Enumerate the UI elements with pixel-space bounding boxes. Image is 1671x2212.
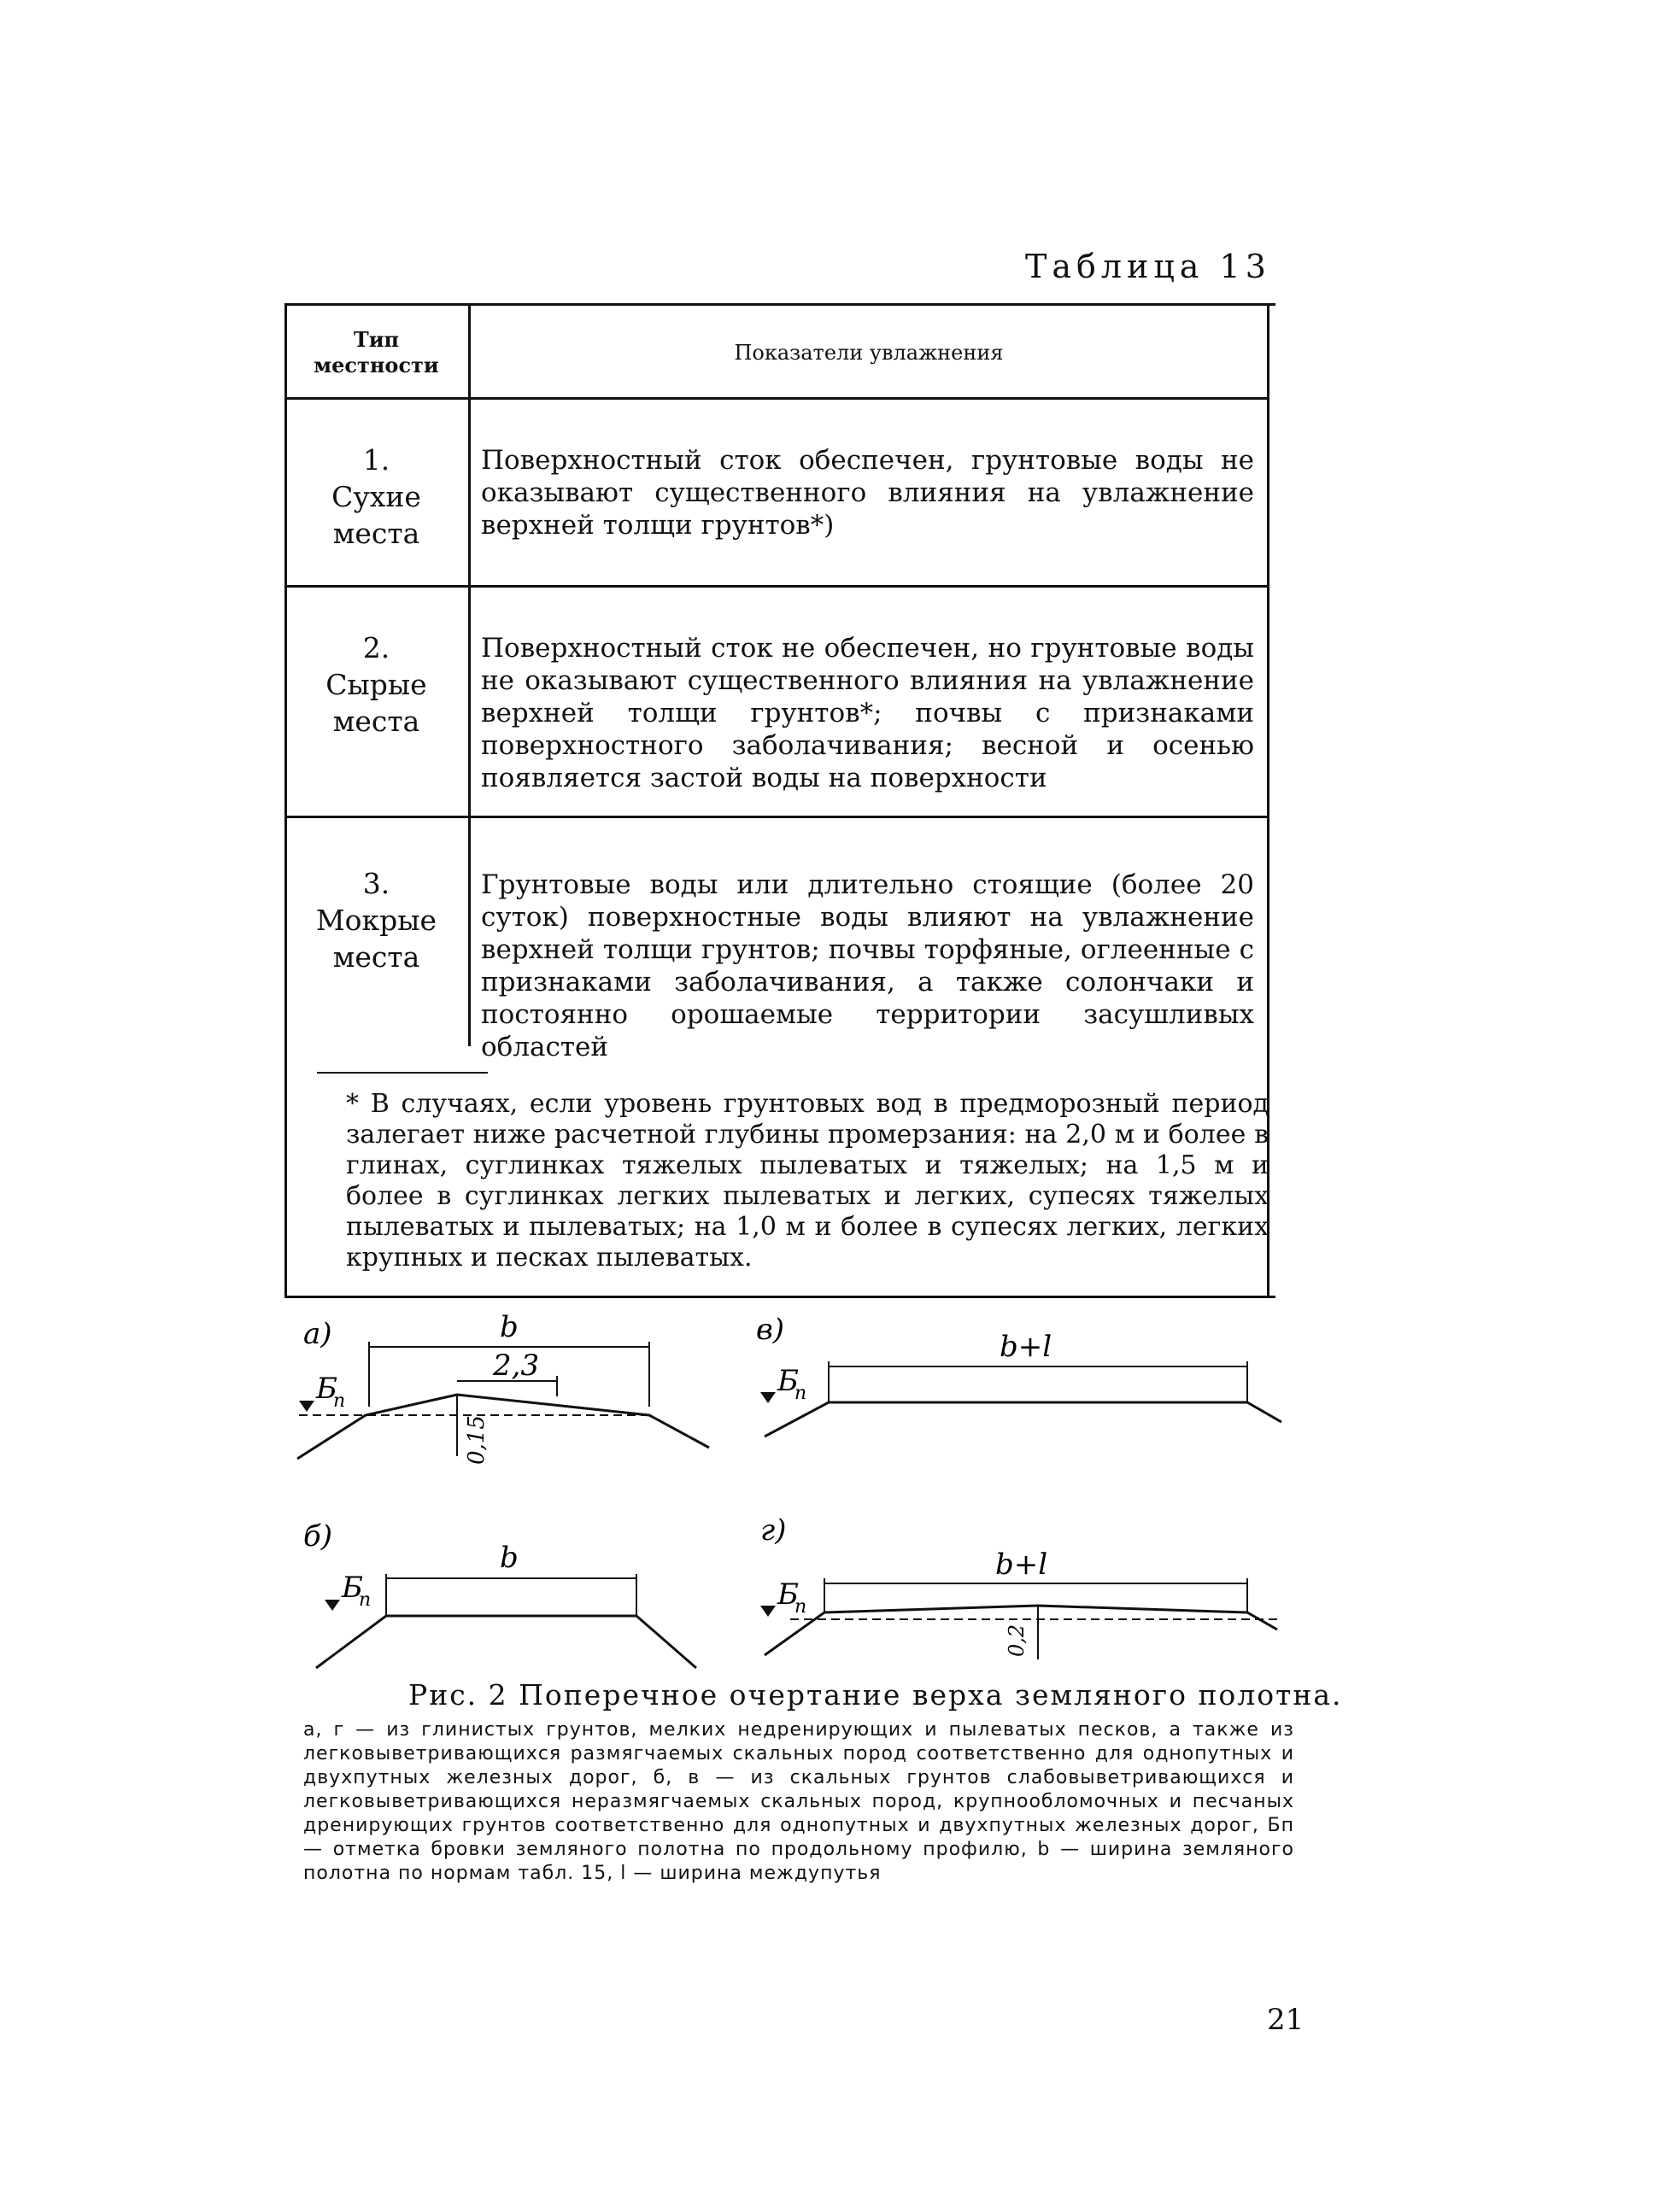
header-type: Тип местности xyxy=(314,327,439,377)
header-rule xyxy=(284,397,1267,400)
figure-g-label: г) xyxy=(760,1513,787,1548)
figure-v-label: в) xyxy=(756,1313,785,1347)
figure-a-mark-sub: п xyxy=(333,1390,346,1412)
figure-g-dim-02: 0,2 xyxy=(1005,1624,1029,1657)
row-1-type-label: Сухие места xyxy=(331,480,421,550)
row-3-type-label: Мокрые места xyxy=(315,904,437,974)
table-label: Таблица 13 xyxy=(1025,248,1271,285)
figure-b-drawing xyxy=(290,1516,735,1678)
row-1-type xyxy=(284,442,468,552)
figure-g-mark-sub: п xyxy=(794,1596,807,1618)
figure-caption-details: а, г — из глинистых грунтов, мелких недренирующих и пылеватых песков, а также из легковыветривающихся размягчаемых скальных пород соответственно для однопутных и двухпутных железных дорог, б, в — из скальных грунтов слабовыветривающихся и легковыветривающихся неразмягчаемых скальных пород, крупнообломочных и песчаных дренирующих грунтов соответственно для однопутных и двухпутных железных дорог, Бп — отметка бровки земляного полотна по продольному профилю, b — ширина земляного полотна по нормам табл. 15, l — ширина междупутья xyxy=(303,1719,1294,1884)
row-1-text: Поверхностный сток обеспечен, грунтовые воды не оказывают существенного влияния на увлажнение верхней толщи грунтов*) xyxy=(481,445,1254,541)
figure-v xyxy=(752,1307,1299,1460)
figure-a-dim-23: 2,3 xyxy=(493,1349,540,1383)
page-number: 21 xyxy=(1267,2003,1305,2037)
figure-g-drawing xyxy=(752,1510,1299,1681)
row-rule-1 xyxy=(284,585,1267,588)
figure-b xyxy=(290,1516,735,1678)
figure-a xyxy=(290,1311,735,1490)
figure-a-mark: Б xyxy=(316,1372,337,1406)
figure-g-dim-b: b+l xyxy=(995,1548,1048,1582)
row-rule-2 xyxy=(284,816,1267,818)
level-mark-icon xyxy=(760,1606,776,1617)
level-mark-icon xyxy=(299,1401,314,1412)
figure-v-mark: Б xyxy=(777,1364,799,1398)
level-mark-icon xyxy=(325,1600,340,1611)
figure-b-mark: Б xyxy=(342,1571,363,1605)
row-2-text: Поверхностный сток не обеспечен, но грунтовые воды не оказывают существенного влияния на увлажнение верхней толщи грунтов*; почвы с признаками поверхностного заболачивания; весной и осенью появляется застой воды на поверхности xyxy=(481,633,1254,793)
column-divider xyxy=(468,303,471,1046)
row-3-text: Грунтовые воды или длительно стоящие (более 20 суток) поверхностные воды влияют на увлажнение верхней толщи грунтов; почвы торфяные, оглеенные с признаками заболачивания, а также солончаки и постоянно орошаемые территории засушливых областей xyxy=(481,869,1254,1062)
table-bottom-rule xyxy=(284,1296,1275,1298)
figure-b-mark-sub: п xyxy=(359,1589,372,1611)
figure-caption: Рис. 2 Поперечное очертание верха земляного полотна. xyxy=(408,1678,1343,1712)
figure-v-drawing xyxy=(752,1307,1299,1460)
row-3-number: 3. xyxy=(362,867,390,900)
row-1-number: 1. xyxy=(362,443,390,477)
figure-a-dim-b: b xyxy=(500,1310,519,1344)
figure-a-dim-015: 0,15 xyxy=(464,1415,490,1465)
figure-b-dim-b: b xyxy=(500,1541,519,1575)
level-mark-icon xyxy=(760,1392,776,1403)
table-top-rule xyxy=(284,303,1275,306)
figure-v-dim-b: b+l xyxy=(1000,1330,1052,1364)
figure-a-label: а) xyxy=(303,1317,332,1351)
figure-b-label: б) xyxy=(303,1519,333,1554)
figure-v-mark-sub: п xyxy=(794,1383,807,1404)
figure-a-drawing xyxy=(290,1311,735,1490)
row-3-type xyxy=(284,865,468,975)
table-footnote: * В случаях, если уровень грунтовых вод в предморозный период залегает ниже расчетной глубины промерзания: на 2,0 м и более в глинах, суглинках тяжелых пылеватых и тяжелых; на 1,5 м и более в суглинках легких пылеватых и легких, супесях тяжелых пылеватых и пылеватых; на 1,0 м и более в супесях легких, легких крупных и песках пылеватых. xyxy=(346,1089,1269,1273)
header-moisture: Показатели увлажнения xyxy=(734,341,1004,365)
figure-g-mark: Б xyxy=(777,1577,799,1612)
row-2-type xyxy=(284,629,468,740)
figure-g xyxy=(752,1510,1299,1681)
row-2-type-label: Сырые места xyxy=(325,668,427,738)
row-2-number: 2. xyxy=(362,631,390,664)
footnote-rule xyxy=(317,1072,488,1074)
